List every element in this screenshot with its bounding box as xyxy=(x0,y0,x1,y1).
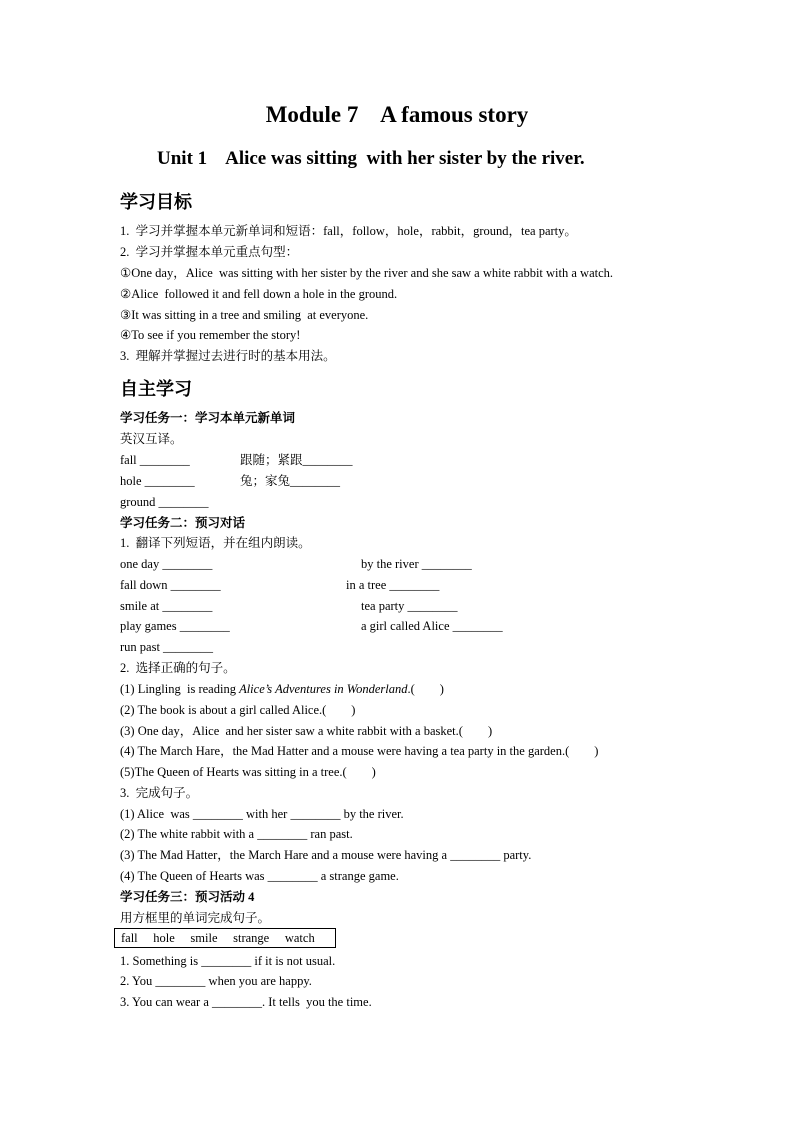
page-title: Module 7 A famous story xyxy=(265,102,529,127)
objective-item: ①One day，Alice was sitting with her sister by the river and she saw a white rabbit with a watch. xyxy=(120,266,614,280)
unit-subtitle: Unit 1 Alice was sitting with her sister by the river. xyxy=(157,148,585,169)
task1-title: 学习任务一：学习本单元新单词 xyxy=(120,411,296,425)
objective-item: 2. 学习并掌握本单元重点句型： xyxy=(120,245,299,259)
fill-sentence-item: 1. Something is ________ if it is not usual. xyxy=(120,954,336,968)
complete-sentence-item: (2) The white rabbit with a ________ ran past. xyxy=(120,827,353,841)
tf-text: (1) Lingling is reading xyxy=(120,682,240,696)
true-false-item: (4) The March Hare，the Mad Hatter and a mouse were having a tea party in the garden.( ) xyxy=(120,744,599,758)
self-study-heading: 自主学习 xyxy=(120,379,192,400)
true-false-item xyxy=(120,681,444,697)
task3-title: 学习任务三：预习活动 4 xyxy=(120,890,255,904)
task2-part2-instruction: 2. 选择正确的句子。 xyxy=(120,661,236,675)
phrase-item: one day ________ xyxy=(120,557,213,571)
fill-sentence-item: 2. You ________ when you are happy. xyxy=(120,974,312,988)
word-box: fall hole smile strange watch xyxy=(114,928,336,948)
phrase-item: fall down ________ xyxy=(120,578,221,592)
objective-item: ④To see if you remember the story! xyxy=(120,328,301,342)
true-false-item: (2) The book is about a girl called Alice.( ) xyxy=(120,703,356,717)
phrase-item: tea party ________ xyxy=(361,599,458,613)
task2-part3-instruction: 3. 完成句子。 xyxy=(120,786,199,800)
complete-sentence-item: (3) The Mad Hatter，the March Hare and a mouse were having a ________ party. xyxy=(120,848,532,862)
vocab-item: hole ________ xyxy=(120,474,195,488)
objective-item: ③It was sitting in a tree and smiling at everyone. xyxy=(120,308,369,322)
phrase-item: run past ________ xyxy=(120,640,214,654)
task1-instruction: 英汉互译。 xyxy=(120,432,183,446)
task2-part1-instruction: 1. 翻译下列短语，并在组内朗读。 xyxy=(120,536,311,550)
objective-item: 3. 理解并掌握过去进行时的基本用法。 xyxy=(120,349,336,363)
objectives-heading: 学习目标 xyxy=(120,192,192,213)
fill-sentence-item: 3. You can wear a ________. It tells you the time. xyxy=(120,995,372,1009)
vocab-item: 跟随；紧跟________ xyxy=(240,453,353,467)
complete-sentence-item: (1) Alice was ________ with her ________ by the river. xyxy=(120,807,404,821)
phrase-item: a girl called Alice ________ xyxy=(361,619,503,633)
phrase-item: play games ________ xyxy=(120,619,230,633)
book-title: Alice’s Adventures in Wonderland xyxy=(239,682,408,696)
phrase-item: by the river ________ xyxy=(361,557,472,571)
objective-item: 1. 学习并掌握本单元新单词和短语：fall，follow，hole，rabbit，ground，tea party。 xyxy=(120,224,577,238)
tf-answer-blank: .( ) xyxy=(407,682,444,696)
vocab-item: ground ________ xyxy=(120,495,209,509)
objective-item: ②Alice followed it and fell down a hole in the ground. xyxy=(120,287,398,301)
vocab-item: 兔；家兔________ xyxy=(240,474,341,488)
phrase-item: in a tree ________ xyxy=(346,578,440,592)
true-false-item: (3) One day，Alice and her sister saw a white rabbit with a basket.( ) xyxy=(120,724,493,738)
task3-instruction: 用方框里的单词完成句子。 xyxy=(120,911,271,925)
true-false-item: (5)The Queen of Hearts was sitting in a tree.( ) xyxy=(120,765,376,779)
vocab-item: fall ________ xyxy=(120,453,190,467)
complete-sentence-item: (4) The Queen of Hearts was ________ a strange game. xyxy=(120,869,399,883)
task2-title: 学习任务二：预习对话 xyxy=(120,516,246,530)
phrase-item: smile at ________ xyxy=(120,599,213,613)
